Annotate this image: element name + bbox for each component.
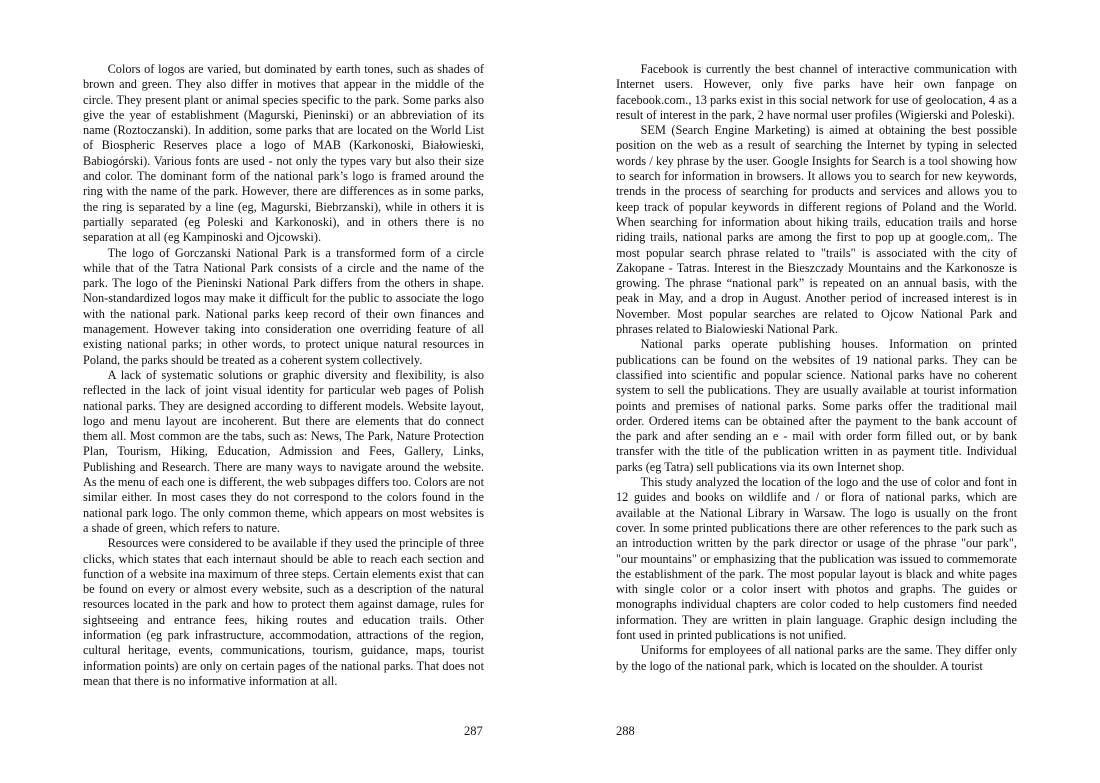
right-paragraph-2: SEM (Search Engine Marketing) is aimed at obtaining the best possible position on the web as a result of searching the Internet by typing in selected words / key phrase by the user. Google Insights for Search is a tool showing how to search for information in browsers. It allows you to search for new keywords, trends in the process of searching for products and services and allows you to keep track of popular keywords in different regions of Poland and the World. When searching for information about hiking trails, education trails and horse riding trails, national parks are among the first to pop up at google.com,. The most popular search phrase related to "trails" is associated with the city of Zakopane - Tatras. Interest in the Bieszczady Mountains and the Karkonosze is growing. The phrase “national park” is repeated on an annual basis, with the peak in May, and a drop in August. Another period of increased interest is in November. Most popular searches are related to Ojcow National Park and phrases related to Bialowieski National Park. bbox=[616, 123, 1017, 337]
left-paragraph-3: A lack of systematic solutions or graphic diversity and flexibility, is also reflected in the lack of joint visual identity for particular web pages of Polish national parks. They are designed according to different models. Website layout, logo and menu layout are incoherent. But there are elements that do connect them all. Most common are the tabs, such as: News, The Park, Nature Protection Plan, Tourism, Hiking, Education, Admission and Fees, Gallery, Links, Publishing and Research. There are many ways to navigate around the website. As the menu of each one is different, the web subpages differs too. Colors are not similar either. In most cases they do not correspond to the colors found in the national park logo. The only common theme, which appears on most websites is a shade of green, which refers to nature. bbox=[83, 367, 484, 535]
right-paragraph-3: National parks operate publishing houses. Information on printed publications can be found on the websites of 19 national parks. They can be classified into scientific and popular science. National parks have no coherent system to sell the publications. They are usually available at tourist information points and premises of national parks. Some parks offer the traditional mail order. Ordered items can be obtained after the payment to the bank account of the park and after sending an e - mail with order form filled out, or by bank transfer with the title of the publication written in as payment title. Individual parks (eg Tatra) sell publications via its own Internet shop. bbox=[616, 337, 1017, 474]
left-page bbox=[83, 62, 484, 689]
left-paragraph-2: The logo of Gorczanski National Park is a transformed form of a circle while that of the Tatra National Park consists of a circle and the name of the park. The logo of the Pieninski National Park differs from the others in shape. Non-standardized logos may make it difficult for the public to associate the logo with the national park. National parks keep record of their own finances and management. However taking into consideration one overriding feature of all existing national parks; in other words, to protect unique natural resources in Poland, the parks should be treated as a coherent system collectively. bbox=[83, 245, 484, 367]
right-paragraph-5: Uniforms for employees of all national parks are the same. They differ only by the logo of the national park, which is located on the shoulder. A tourist bbox=[616, 643, 1017, 673]
right-paragraph-1: Facebook is currently the best channel of interactive communication with Internet users. However, only five parks have heir own fanpage on facebook.com., 13 parks exist in this social network for use of geolocation, 4 as a result of interest in the park, 2 have normal user profiles (Wigierski and Poleski). bbox=[616, 62, 1017, 122]
left-page-number: 287 bbox=[464, 724, 483, 738]
right-page-number: 288 bbox=[616, 724, 635, 738]
left-paragraph-4: Resources were considered to be available if they used the principle of three clicks, which states that each internaut should be able to reach each section and function of a website ina maximum of three steps. Certain elements exist that can be found on every or almost every website, such as a description of the natural resources located in the park and how to protect them against damage, rules for sightseeing and entrance fees, hiking routes and education trails. Other information (eg park infrastructure, accommodation, attractions of the region, cultural heritage, events, communications, tourism, guidance, maps, tourist information points) are only on certain pages of the national parks. That does not mean that there is no informative information at all. bbox=[83, 536, 484, 688]
left-paragraph-1: Colors of logos are varied, but dominated by earth tones, such as shades of brown and green. They also differ in motives that appear in the middle of the circle. They present plant or animal species specific to the park. Some parks also give the year of establishment (Magurski, Pieninski) or an abbreviation of its name (Roztoczanski). In addition, some parks that are located on the World List of Biospheric Reserves place a logo of MAB (Karkonoski, Białowieski, Babiogórski). Various fonts are used - not only the types vary but also their size and color. The dominant form of the national park’s logo is framed around the ring with the name of the park. However, there are differences as in some parks, the ring is separated by a line (eg, Magurski, Biebrzanski), while in others it is partially separated (eg Poleski and Karkonoski), and in others there is no separation at all (eg Kampinoski and Ojcowski). bbox=[83, 62, 484, 245]
right-page bbox=[616, 62, 1017, 674]
right-paragraph-4: This study analyzed the location of the logo and the use of color and font in 12 guides and books on wildlife and / or flora of national parks, which are available at the National Library in Warsaw. The logo is usually on the front cover. In some printed publications there are other references to the park such as an introduction written by the park director or usage of the phrase "our park", "our mountains" or emphasizing that the publication was issued to commemorate the establishment of the park. The most popular layout is black and white pages with single color or a color insert with photos and graphs. The guides or monographs individual chapters are color coded to help customers find needed information. They are written in plain language. Graphic design including the font used in printed publications is not unified. bbox=[616, 475, 1017, 642]
